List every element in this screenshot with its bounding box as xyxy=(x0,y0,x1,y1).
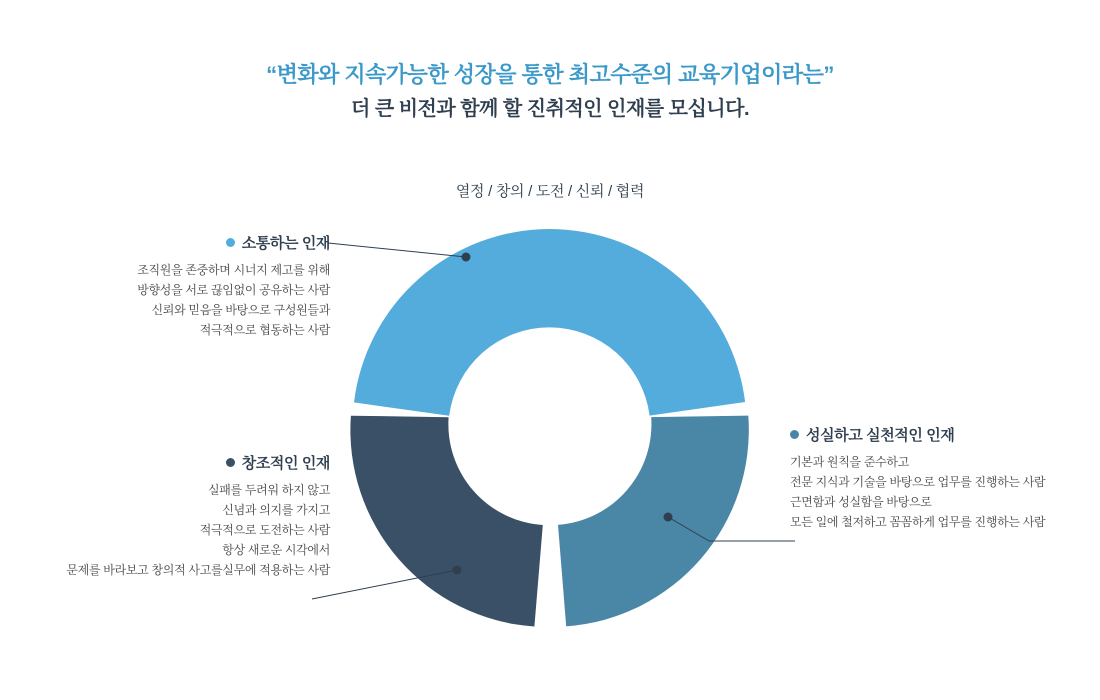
segment-desc-diligent xyxy=(790,452,1090,532)
segment-block-communicate xyxy=(45,232,330,340)
segment-desc-line: 적극적으로 협동하는 사람 xyxy=(199,323,330,337)
donut-rings xyxy=(350,229,748,626)
segment-desc-line: 모든 일에 철저하고 꼼꼼하게 업무를 진행하는 사람 xyxy=(790,515,1046,529)
segment-desc-line: 전문 지식과 기술을 바탕으로 업무를 진행하는 사람 xyxy=(790,475,1046,489)
segment-desc-line: 근면함과 성실함을 바탕으로 xyxy=(790,495,932,509)
donut-arc-creative xyxy=(350,416,542,627)
segment-desc-line: 조직원을 존중하며 시너지 제고를 위해 xyxy=(137,263,330,277)
segment-desc-line: 신뢰와 믿음을 바탕으로 구성원들과 xyxy=(151,303,330,317)
segment-desc-line: 신념과 의지를 가지고 xyxy=(222,503,330,517)
headline-line-2: 더 큰 비전과 함께 할 진취적인 인재를 모십니다. xyxy=(350,98,750,120)
donut-arc-diligent xyxy=(558,416,749,627)
segment-desc-creative xyxy=(10,480,330,580)
bullet-icon-diligent xyxy=(790,430,799,439)
segment-desc-line: 적극적으로 도전하는 사람 xyxy=(199,523,330,537)
segment-desc-line: 실패를 두려워 하지 않고 xyxy=(207,483,330,497)
segment-title-text-communicate: 소통하는 인재 xyxy=(241,235,330,252)
segment-block-diligent xyxy=(790,424,1090,532)
leader-dot-communicate xyxy=(462,253,471,262)
segment-block-creative xyxy=(10,452,330,580)
diagram-caption: 열정 / 창의 / 도전 / 신뢰 / 협력 xyxy=(455,183,645,200)
segment-desc-line: 기본과 원칙을 준수하고 xyxy=(790,455,909,469)
leader-dot-creative xyxy=(453,566,462,575)
segment-desc-line: 문제를 바라보고 창의적 사고를실무에 적용하는 사람 xyxy=(66,563,330,577)
leader-line-communicate xyxy=(328,243,466,257)
segment-title-text-creative: 창조적인 인재 xyxy=(241,455,330,472)
segment-title-diligent xyxy=(790,424,1090,445)
segment-desc-communicate xyxy=(45,260,330,340)
leader-dot-diligent xyxy=(664,513,673,522)
headline-line-1: “변화와 지속가능한 성장을 통한 최고수준의 교육기업이라는” xyxy=(266,62,834,87)
segment-title-creative xyxy=(10,452,330,473)
segment-title-communicate xyxy=(45,232,330,253)
segment-desc-line: 방향성을 서로 끊임없이 공유하는 사람 xyxy=(137,283,330,297)
segment-desc-line: 항상 새로운 시각에서 xyxy=(222,543,330,557)
bullet-icon-communicate xyxy=(226,238,235,247)
bullet-icon-creative xyxy=(226,458,235,467)
donut-arc-communicate xyxy=(354,229,745,416)
segment-title-text-diligent: 성실하고 실천적인 인재 xyxy=(806,427,955,444)
